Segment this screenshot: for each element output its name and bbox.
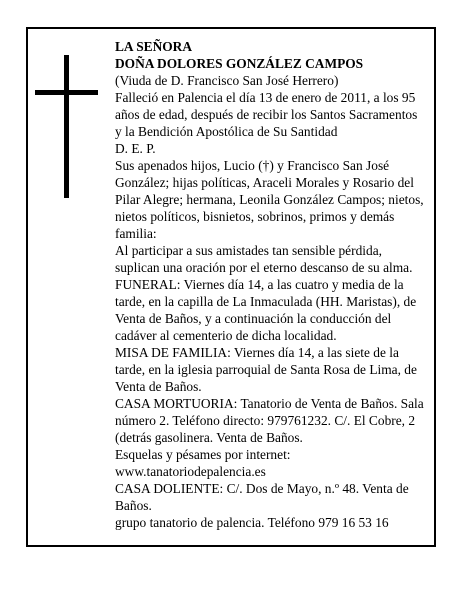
website-link[interactable]: www.tanatoriodepalencia.es: [115, 464, 266, 479]
death-statement: Falleció en Palencia el día 13 de enero de 2011, a los 95 años de edad, después de recibir los Santos Sacramentos y la Bendición Apostólica de Su Santidad: [115, 90, 418, 139]
prayer-request: Al participar a sus amistades tan sensible pérdida, suplican una oración por el eterno descanso de su alma.: [115, 243, 413, 275]
cross-icon: [64, 55, 69, 198]
heading-title: LA SEÑORA: [115, 39, 193, 54]
cross-icon-bar: [35, 90, 98, 95]
grieving-house-info: CASA DOLIENTE: C/. Dos de Mayo, n.º 48. Venta de Baños.: [115, 481, 409, 513]
condolences-label: Esquelas y pésames por internet:: [115, 447, 291, 462]
rip: D. E. P.: [115, 141, 156, 156]
family-mass-info: MISA DE FAMILIA: Viernes día 14, a las siete de la tarde, en la iglesia parroquial de Santa Rosa de Lima, de Venta de Baños.: [115, 345, 417, 394]
notice-text: [115, 38, 426, 531]
funeral-info: FUNERAL: Viernes día 14, a las cuatro y media de la tarde, en la capilla de La Inmaculada (HH. Maristas), de Venta de Baños, y a continuación la conducción del cadáver al cementerio de dicha localidad.: [115, 277, 417, 343]
footer-text: grupo tanatorio de palencia. Teléfono 979 16 53 16: [115, 515, 389, 530]
mortuary-info: CASA MORTUORIA: Tanatorio de Venta de Baños. Sala número 2. Teléfono directo: 979761232. C/. El Cobre, 2 (detrás gasolinera. Venta de Baños.: [115, 396, 424, 445]
widow-of: (Viuda de D. Francisco San José Herrero): [115, 73, 339, 88]
family-list: Sus apenados hijos, Lucio (†) y Francisco San José González; hijas políticas, Araceli Morales y Rosario del Pilar Alegre; hermana, Leonila González Campos; nietos, nietos políticos, bisnietos, sobrinos, primos y demás familia:: [115, 158, 424, 241]
deceased-name: DOÑA DOLORES GONZÁLEZ CAMPOS: [115, 56, 364, 71]
